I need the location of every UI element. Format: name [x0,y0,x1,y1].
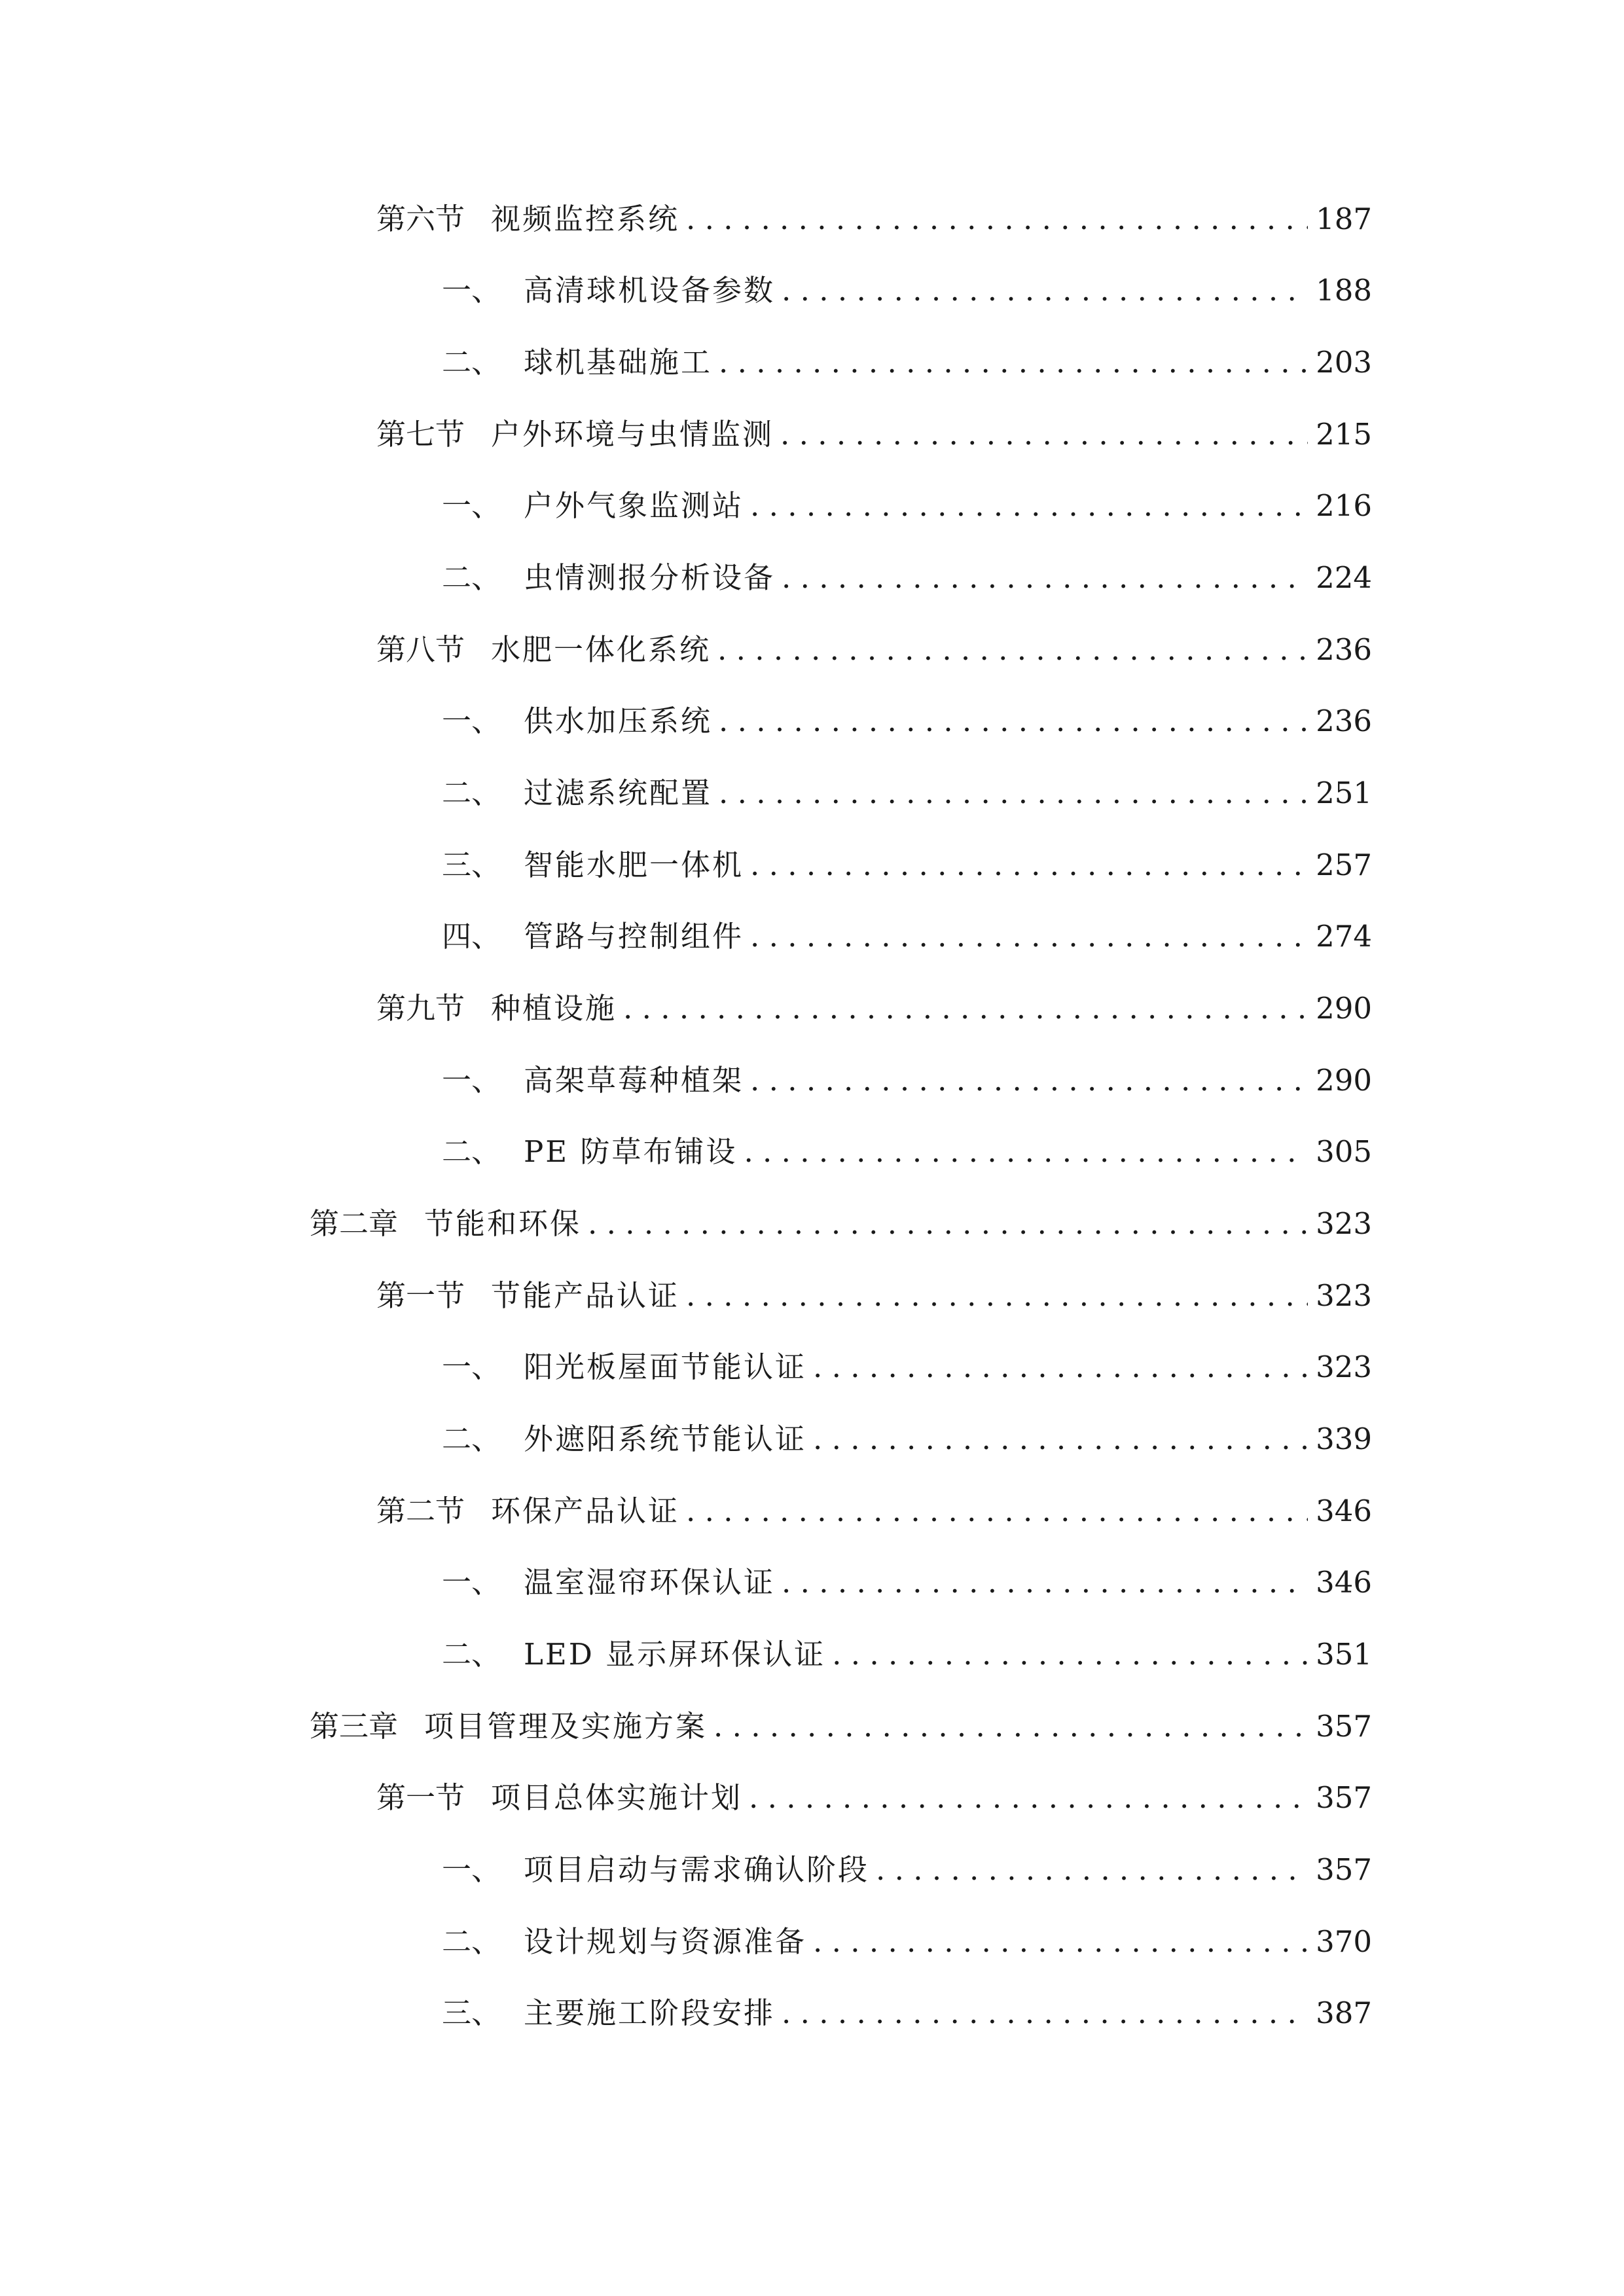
toc-entry-title: 球机基础施工 [524,345,713,380]
toc-entry-title: 管路与控制组件 [524,919,744,954]
toc-page-number: 224 [1316,560,1372,595]
toc-entry-title: 种植设施 [491,991,617,1026]
toc-page-number: 346 [1316,1565,1372,1600]
toc-entry[interactable] [442,1628,1372,1681]
toc-entry-title: 项目总体实施计划 [491,1780,743,1815]
toc-page-number: 215 [1316,417,1372,452]
toc-dot-leader [623,982,1308,1035]
toc-entry-title: 项目启动与需求确认阶段 [524,1852,870,1887]
toc-dot-leader [719,695,1308,747]
toc-entry[interactable] [376,1485,1372,1537]
toc-entry-number: 一、 [442,1852,501,1887]
toc-dot-leader [686,1485,1308,1537]
toc-dot-leader [813,1341,1308,1393]
toc-entry-number: 第九节 [376,991,465,1026]
toc-entry[interactable] [442,1413,1372,1465]
toc-entry[interactable] [442,1987,1372,2039]
toc-dot-leader [750,1054,1308,1107]
toc-page-number: 339 [1316,1422,1372,1456]
toc-entry[interactable] [310,1700,1372,1753]
toc-entry[interactable] [376,408,1372,461]
toc-entry[interactable] [442,695,1372,747]
toc-page-number: 323 [1316,1206,1372,1241]
toc-dot-leader [876,1844,1308,1896]
toc-entry-title: 户外环境与虫情监测 [491,417,774,452]
toc-page-number: 357 [1316,1780,1372,1815]
toc-entry-number: 一、 [442,1565,501,1600]
toc-page-number: 357 [1316,1852,1372,1887]
toc-entry[interactable] [442,480,1372,532]
toc-entry-number: 二、 [442,1134,501,1169]
toc-entry-title: LED 显示屏环保认证 [524,1637,826,1672]
toc-entry[interactable] [376,982,1372,1035]
toc-entry-title: 设计规划与资源准备 [524,1924,807,1959]
toc-entry-title: 温室湿帘环保认证 [524,1565,776,1600]
toc-dot-leader [750,480,1308,532]
toc-page-number: 216 [1316,488,1372,523]
toc-dot-leader [713,1700,1308,1753]
toc-page-number: 323 [1316,1350,1372,1384]
toc-entry[interactable] [442,1054,1372,1107]
toc-entry[interactable] [376,193,1372,245]
toc-page-number: 290 [1316,991,1372,1026]
toc-entry-title: 项目管理及实施方案 [424,1709,708,1744]
toc-page-number: 346 [1316,1494,1372,1528]
toc-dot-leader [717,624,1308,676]
toc-page-number: 251 [1316,776,1372,810]
toc-entry-title: 智能水肥一体机 [524,848,744,882]
toc-dot-leader [782,1556,1308,1609]
toc-entry-number: 第二节 [376,1494,465,1528]
toc-dot-leader [782,264,1308,317]
toc-entry-title: 视频监控系统 [491,202,680,236]
toc-dot-leader [832,1628,1308,1681]
toc-entry[interactable] [442,336,1372,389]
toc-entry-number: 第三章 [310,1709,399,1744]
toc-entry[interactable] [442,1916,1372,1968]
toc-entry[interactable] [310,1198,1372,1250]
toc-entry-number: 三、 [442,1996,501,2030]
toc-entry-title: 供水加压系统 [524,704,713,738]
toc-entry-number: 二、 [442,1924,501,1959]
toc-entry-title: 高架草莓种植架 [524,1063,744,1098]
toc-entry-title: 节能和环保 [424,1206,582,1241]
toc-entry[interactable] [442,264,1372,317]
toc-page-number: 290 [1316,1063,1372,1098]
toc-entry-number: 一、 [442,488,501,523]
toc-entry-number: 第一节 [376,1278,465,1313]
toc-dot-leader [686,193,1308,245]
toc-entry-number: 二、 [442,345,501,380]
toc-entry[interactable] [376,624,1372,676]
toc-entry-title: 户外气象监测站 [524,488,744,523]
toc-page-number: 387 [1316,1996,1372,2030]
toc-entry-title: 虫情测报分析设备 [524,560,776,595]
toc-entry-number: 一、 [442,1063,501,1098]
toc-dot-leader [750,839,1308,891]
toc-entry-number: 第八节 [376,632,465,667]
toc-entry[interactable] [442,1126,1372,1178]
toc-dot-leader [749,1772,1308,1824]
toc-dot-leader [813,1916,1308,1968]
toc-page-number: 274 [1316,919,1372,954]
toc-entry-number: 一、 [442,1350,501,1384]
toc-dot-leader [780,408,1308,461]
toc-entry-number: 四、 [442,919,501,954]
toc-entry[interactable] [442,767,1372,819]
toc-page-number: 257 [1316,848,1372,882]
toc-entry[interactable] [442,1341,1372,1393]
toc-entry-title: 高清球机设备参数 [524,273,776,308]
toc-page-number: 370 [1316,1924,1372,1959]
toc-page-number: 305 [1316,1134,1372,1169]
toc-dot-leader [813,1413,1308,1465]
toc-dot-leader [719,767,1308,819]
toc-entry-number: 二、 [442,560,501,595]
toc-page-number: 323 [1316,1278,1372,1313]
toc-page-number: 236 [1316,704,1372,738]
toc-entry-number: 一、 [442,704,501,738]
toc-dot-leader [782,1987,1308,2039]
toc-page-number: 357 [1316,1709,1372,1744]
toc-entry-number: 三、 [442,848,501,882]
toc-entry-title: 过滤系统配置 [524,776,713,810]
toc-page-number: 203 [1316,345,1372,380]
toc-entry[interactable] [442,1556,1372,1609]
toc-dot-leader [686,1270,1308,1322]
toc-entry-title: 外遮阳系统节能认证 [524,1422,807,1456]
toc-entry-number: 第七节 [376,417,465,452]
toc-page-number: 187 [1316,202,1372,236]
toc-dot-leader [588,1198,1308,1250]
toc-entry[interactable] [442,910,1372,963]
toc-entry-number: 二、 [442,1637,501,1672]
toc-page-number: 188 [1316,273,1372,308]
toc-dot-leader [750,910,1308,963]
toc-entry-title: 节能产品认证 [491,1278,680,1313]
toc-entry-number: 第六节 [376,202,465,236]
toc-entry[interactable] [442,839,1372,891]
toc-entry-number: 一、 [442,273,501,308]
toc-dot-leader [719,336,1308,389]
toc-entry[interactable] [442,1844,1372,1896]
toc-entry-title: 水肥一体化系统 [491,632,712,667]
toc-entry[interactable] [376,1270,1372,1322]
toc-entry-title: 阳光板屋面节能认证 [524,1350,807,1384]
toc-entry-number: 第一节 [376,1780,465,1815]
toc-dot-leader [782,552,1308,604]
toc-entry-number: 二、 [442,1422,501,1456]
toc-page-number: 236 [1316,632,1372,667]
toc-page-number: 351 [1316,1637,1372,1672]
toc-entry-number: 二、 [442,776,501,810]
toc-entry-title: 环保产品认证 [491,1494,680,1528]
toc-entry-title: 主要施工阶段安排 [524,1996,776,2030]
toc-entry-number: 第二章 [310,1206,399,1241]
toc-entry[interactable] [442,552,1372,604]
toc-entry-title: PE 防草布铺设 [524,1134,738,1169]
toc-entry[interactable] [376,1772,1372,1824]
toc-dot-leader [744,1126,1308,1178]
